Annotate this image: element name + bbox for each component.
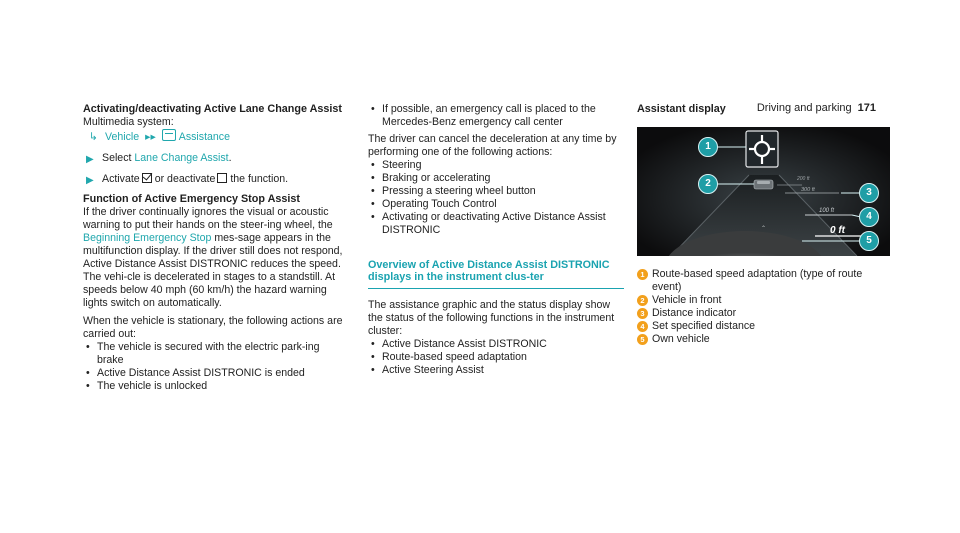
legend-number: 3: [637, 308, 648, 319]
chevron-double-icon: ▸▸: [145, 131, 156, 143]
list-item: • Pressing a steering wheel button: [368, 185, 624, 198]
nav-vehicle[interactable]: Vehicle: [105, 131, 140, 143]
list-item: • Route-based speed adaptation: [368, 351, 624, 364]
list-item: • Operating Touch Control: [368, 198, 624, 211]
callout-4: 4: [859, 207, 879, 227]
distance-label-100: 100 ft: [819, 208, 835, 214]
step-activate: ▶ Activate or deactivate the function.: [86, 173, 289, 186]
distance-label-300: 300 ft: [801, 187, 815, 193]
cancel-actions-list: [368, 159, 624, 237]
legend-container: [637, 268, 892, 346]
section-heading-lane-change: Activating/deactivating Active Lane Change Assist: [83, 103, 342, 115]
stationary-list: [83, 341, 348, 393]
column-2: [368, 103, 624, 377]
assistance-car-icon: [162, 129, 176, 141]
assistant-display-figure: [637, 127, 890, 256]
section-heading-emergency-stop: Function of Active Emergency Stop Assist: [83, 193, 300, 205]
link-beginning-emergency-stop[interactable]: Beginning Emergency Stop: [83, 232, 212, 244]
legend-number: 4: [637, 321, 648, 332]
callout-1: 1: [698, 137, 718, 157]
assistant-display-heading: Assistant display: [637, 103, 726, 115]
nav-assistance[interactable]: Assistance: [178, 131, 230, 143]
overview-heading: Overview of Active Distance Assist DISTRONIC displays in the instrument clus-ter: [368, 259, 610, 283]
figure-legend: [637, 268, 892, 346]
step-arrow-icon: ▶: [86, 175, 94, 186]
emergency-call-list: [368, 103, 624, 129]
callout-3: 3: [859, 183, 879, 203]
list-item: • Steering: [368, 159, 624, 172]
list-item: • The vehicle is secured with the electric park-ing brake: [83, 341, 348, 367]
legend-number: 5: [637, 334, 648, 345]
checkbox-empty-icon: [217, 173, 227, 183]
emergency-stop-paragraph: If the driver continually ignores the visual or acoustic warning to put their hands on the steer-ing wheel, the Beginning Emergency Stop mes-sage appears in the multifunction display. If the driver still does not respond, Active Distance Assist DISTRONIC reduces the speed. The vehi-cle is decelerated in stages to a standstill. At speeds below 40 mph (60 km/h) the hazard warning lights switch on automatically.: [83, 206, 343, 309]
list-item: • Active Distance Assist DISTRONIC is ended: [83, 367, 348, 380]
link-lane-change-assist[interactable]: Lane Change Assist: [134, 152, 229, 164]
assistant-display-graphic: [637, 127, 890, 256]
step-arrow-icon: ▶: [86, 154, 94, 165]
vehicle-window: [757, 181, 770, 184]
list-item: • Braking or accelerating: [368, 172, 624, 185]
return-arrow-icon: ↳: [89, 131, 98, 143]
step-select: ▶ Select Lane Change Assist.: [86, 152, 232, 165]
distance-label-0: 0 ft: [830, 225, 845, 236]
list-item: • Activating or deactivating Active Distance Assist DISTRONIC: [368, 211, 624, 237]
page-number: 171: [857, 102, 876, 114]
legend-item: 5 Own vehicle: [637, 333, 892, 346]
column-3: [637, 103, 892, 116]
list-item: • Active Distance Assist DISTRONIC: [368, 338, 624, 351]
legend-item: 3 Distance indicator: [637, 307, 892, 320]
lane-marker-icon: ⌃: [761, 225, 767, 232]
legend-item: 2 Vehicle in front: [637, 294, 892, 307]
legend-item: 4 Set specified distance: [637, 320, 892, 333]
checkbox-checked-icon: [142, 173, 152, 183]
legend-number: 2: [637, 295, 648, 306]
callout-5: 5: [859, 231, 879, 251]
system-label: Multimedia system:: [83, 116, 174, 128]
legend-item: 1 Route-based speed adaptation (type of route event): [637, 268, 892, 294]
list-item: • The vehicle is unlocked: [83, 380, 348, 393]
section-title: Driving and parking: [756, 102, 852, 114]
legend-number: 1: [637, 269, 648, 280]
list-item: • If possible, an emergency call is placed to the Mercedes-Benz emergency call center: [368, 103, 624, 129]
column-1: [83, 103, 348, 393]
distance-label-200: 200 ft: [797, 176, 810, 182]
nav-path: [83, 129, 348, 144]
callout-2: 2: [698, 174, 718, 194]
cancel-paragraph: The driver can cancel the deceleration at any time by performing one of the following actions:: [368, 133, 617, 158]
overview-paragraph: The assistance graphic and the status display show the status of the following functions in the instrument cluster:: [368, 299, 615, 337]
stationary-paragraph: When the vehicle is stationary, the following actions are carried out:: [83, 315, 343, 340]
list-item: • Active Steering Assist: [368, 364, 624, 377]
functions-list: [368, 338, 624, 377]
